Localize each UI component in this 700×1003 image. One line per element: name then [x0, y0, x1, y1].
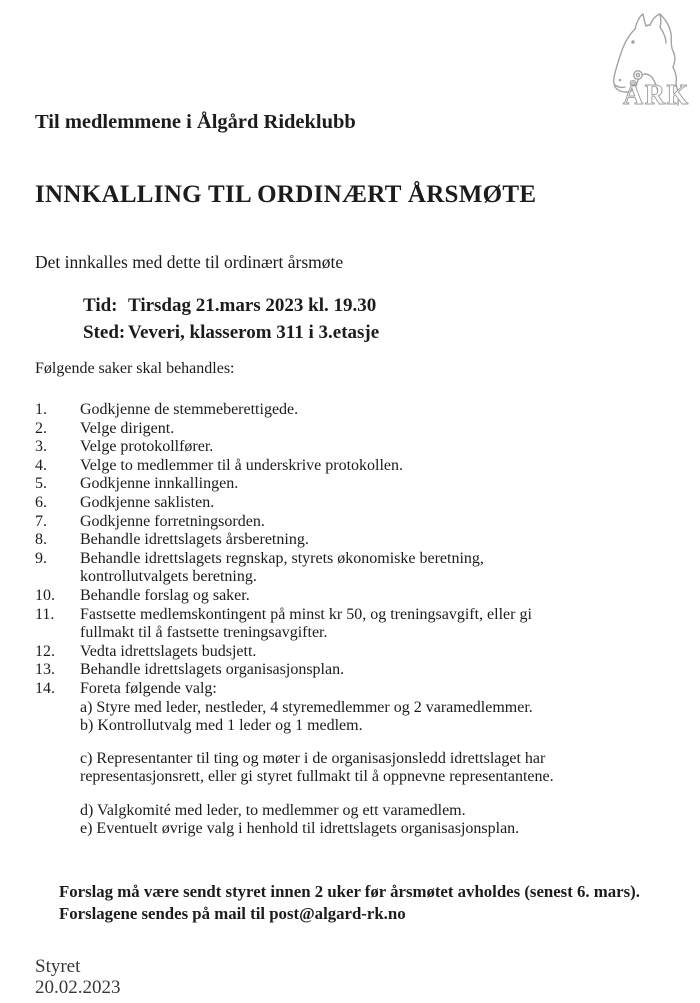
spacer: [35, 787, 675, 802]
agenda-item-number: 4.: [35, 456, 47, 474]
agenda-item: [35, 531, 675, 550]
agenda-item: [35, 643, 675, 662]
agenda-item: [35, 550, 675, 587]
proposal-notice-line2: Forslagene sendes på mail til post@algard-rk.no: [59, 904, 406, 924]
club-initials: ÅRK: [623, 80, 690, 108]
agenda-item-text: [80, 606, 675, 643]
election-subitem-e: e) Eventuelt øvrige valg i henhold til idrettslagets organisasjonsplan.: [80, 820, 520, 838]
proposal-notice-line1: Forslag må være sendt styret innen 2 uker før årsmøtet avholdes (senest 6. mars).: [59, 882, 640, 901]
agenda-item-text: Godkjenne forretningsorden.: [80, 512, 265, 530]
agenda-item: [35, 475, 675, 494]
agenda-item: [35, 420, 675, 439]
agenda-item: [35, 457, 675, 476]
agenda-item: [35, 661, 675, 680]
agenda-item-text: Godkjenne saklisten.: [80, 493, 215, 511]
agenda-item-number: 12.: [35, 642, 55, 660]
agenda-item-text: Godkjenne innkallingen.: [80, 475, 239, 493]
agenda-item-text: Velge dirigent.: [80, 419, 175, 437]
agenda-item-text: Velge protokollfører.: [80, 438, 214, 456]
agenda-item-number: 11.: [35, 605, 55, 623]
agenda-item-number: 1.: [35, 401, 47, 418]
agenda-item-text: Foreta følgende valg:: [80, 679, 217, 697]
time-label: Tid:: [83, 295, 118, 316]
horse-head-icon: [588, 12, 698, 108]
agenda-item-text: Velge to medlemmer til å underskrive protokollen.: [80, 456, 404, 474]
election-subitem-d: d) Valgkomité med leder, to medlemmer og ett varamedlem.: [80, 801, 466, 819]
signature-block: [35, 957, 121, 999]
intro-text: Det innkalles med dette til ordinært årsmøte: [35, 252, 344, 272]
agenda-item-number: 6.: [35, 493, 47, 511]
meeting-info: [83, 292, 379, 346]
spacer: [35, 736, 675, 750]
signature-date: 20.02.2023: [35, 976, 121, 998]
signature-name: Styret: [35, 956, 81, 977]
agenda-item-text: Behandle forslag og saker.: [80, 586, 250, 604]
agenda-item-text: Vedta idrettslagets budsjett.: [80, 642, 257, 660]
agenda-item: [35, 513, 675, 532]
agenda-item-line: kontrollutvalgets beretning.: [80, 568, 257, 586]
agenda-item-number: 5.: [35, 475, 47, 493]
agenda-item-line: Fastsette medlemskontingent på minst kr 50, og treningsavgift, eller gi: [80, 605, 532, 623]
agenda-item-line: fullmakt til å fastsette treningsavgifter.: [80, 624, 328, 642]
agenda-item-number: 13.: [35, 661, 55, 679]
agenda-item-text: [80, 550, 675, 587]
agenda-item-number: 2.: [35, 419, 47, 437]
agenda-item: [35, 680, 675, 699]
proposal-notice: [59, 881, 640, 926]
place-value: Veveri, klasserom 311 i 3.etasje: [128, 322, 380, 343]
agenda-item-text: Behandle idrettslagets årsberetning.: [80, 531, 309, 549]
agenda-item: [35, 401, 675, 420]
election-subitem-c: c) Representanter til ting og møter i de organisasjonsledd idrettslaget har: [80, 749, 546, 767]
election-subitem-a: a) Styre med leder, nestleder, 4 styremedlemmer og 2 varamedlemmer.: [80, 698, 533, 716]
meeting-time-row: [83, 292, 379, 319]
place-label: Sted:: [83, 322, 126, 343]
agenda-item-number: 7.: [35, 512, 47, 530]
agenda-item: [35, 494, 675, 513]
meeting-place-row: [83, 319, 379, 346]
agenda-item-line: Behandle idrettslagets regnskap, styrets økonomiske beretning,: [80, 549, 484, 567]
agenda-item: [35, 587, 675, 606]
agenda-item: [35, 438, 675, 457]
salutation-heading: Til medlemmene i Ålgård Rideklubb: [35, 111, 356, 133]
agenda-item-number: 8.: [35, 531, 47, 549]
agenda-item-number: 3.: [35, 438, 47, 456]
time-value: Tirsdag 21.mars 2023 kl. 19.30: [128, 295, 377, 316]
agenda-item-number: 10.: [35, 586, 55, 604]
agenda-intro: Følgende saker skal behandles:: [35, 360, 235, 377]
election-subitem-c-continued: representasjonsrett, eller gi styret fullmakt til å oppnevne representantene.: [80, 768, 554, 786]
agenda-item: [35, 606, 675, 643]
agenda-item-text: Behandle idrettslagets organisasjonsplan.: [80, 661, 345, 679]
election-subitem-b: b) Kontrollutvalg med 1 leder og 1 medlem.: [80, 717, 363, 735]
club-logo: [588, 12, 698, 108]
agenda-item-text: Godkjenne de stemmeberettigede.: [80, 401, 299, 418]
agenda-list: [35, 401, 675, 839]
agenda-item-number: 14.: [35, 679, 55, 697]
page-title: INNKALLING TIL ORDINÆRT ÅRSMØTE: [35, 181, 537, 208]
agenda-item-number: 9.: [35, 549, 47, 567]
